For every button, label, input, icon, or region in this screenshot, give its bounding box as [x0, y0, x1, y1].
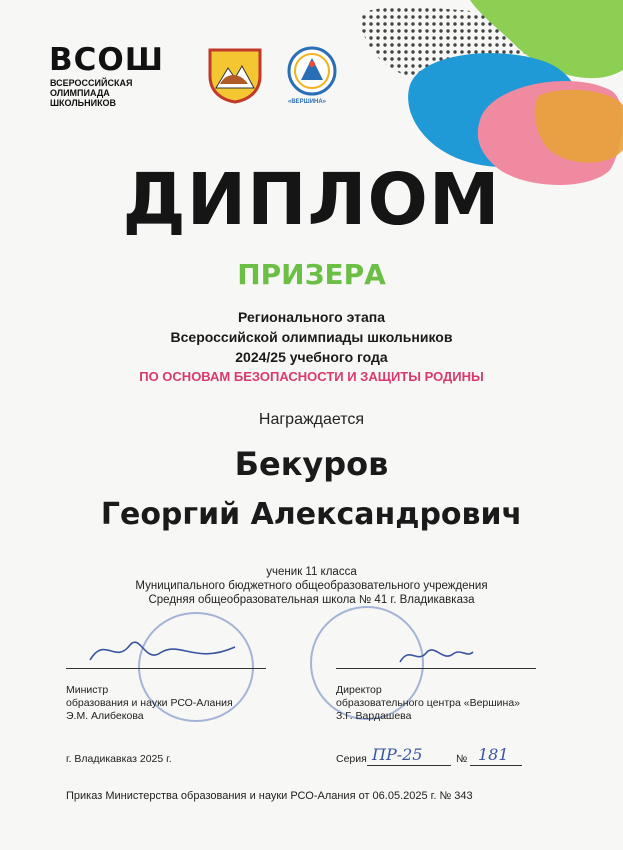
coat-of-arms-icon — [206, 44, 264, 104]
right-signatory — [336, 684, 520, 723]
series-value: ПР-25 — [372, 745, 423, 764]
right-signature — [395, 640, 475, 670]
recipient-given-name: Георгий Александрович — [100, 497, 523, 532]
school-line-2: Муниципального бюджетного общеобразовательного учреждения — [135, 580, 488, 592]
school-line-3: Средняя общеобразовательная школа № 41 г. Владикавказа — [148, 594, 475, 606]
number-underline — [470, 765, 522, 766]
logo-sub-line-3: ШКОЛЬНИКОВ — [50, 98, 117, 108]
stage-line-2: Всероссийской олимпиады школьников — [170, 329, 453, 345]
left-signatory — [66, 684, 233, 723]
stage-line-1: Регионального этапа — [237, 309, 386, 325]
stage-line-3: 2024/25 учебного года — [235, 349, 388, 365]
right-signatory-line-3: З.Г. Вардашева — [336, 710, 412, 722]
olympiad-stage — [0, 307, 623, 367]
number-label: № — [456, 753, 468, 765]
number-value: 181 — [478, 745, 509, 764]
city-year: г. Владикавказ 2025 г. — [66, 753, 172, 765]
left-signatory-line-1: Министр — [66, 684, 109, 696]
series-underline — [367, 765, 451, 766]
order-text: Приказ Министерства образования и науки РСО-Алания от 06.05.2025 г. № 343 — [66, 790, 473, 802]
school-line-1: ученик 11 класса — [266, 566, 357, 578]
logo-sub-line-2: ОЛИМПИАДА — [50, 88, 110, 98]
vershina-logo-icon — [283, 44, 341, 102]
vsosh-logo-subtitle — [50, 78, 170, 108]
left-signature-line — [66, 668, 266, 669]
recipient-surname: Бекуров — [234, 445, 389, 483]
right-signatory-line-1: Директор — [336, 684, 382, 696]
awarded-label: Награждается — [258, 411, 365, 428]
logo-sub-line-1: ВСЕРОССИЙСКАЯ — [50, 78, 133, 88]
left-signatory-line-3: Э.М. Алибекова — [66, 710, 144, 722]
right-signature-line — [336, 668, 536, 669]
vershina-caption: «ВЕРШИНА» — [288, 99, 327, 105]
diploma-title: ДИПЛОМ — [122, 158, 501, 241]
right-signatory-line-2: образовательного центра «Вершина» — [336, 697, 521, 709]
olympiad-subject: ПО ОСНОВАМ БЕЗОПАСНОСТИ И ЗАЩИТЫ РОДИНЫ — [139, 369, 484, 384]
series-label: Серия — [336, 753, 367, 765]
vsosh-logo: ВСОШ — [49, 42, 165, 78]
recipient-school — [0, 565, 623, 607]
diploma-subtitle: ПРИЗЕРА — [237, 258, 386, 291]
left-signatory-line-2: образования и науки РСО-Алания — [66, 697, 233, 709]
